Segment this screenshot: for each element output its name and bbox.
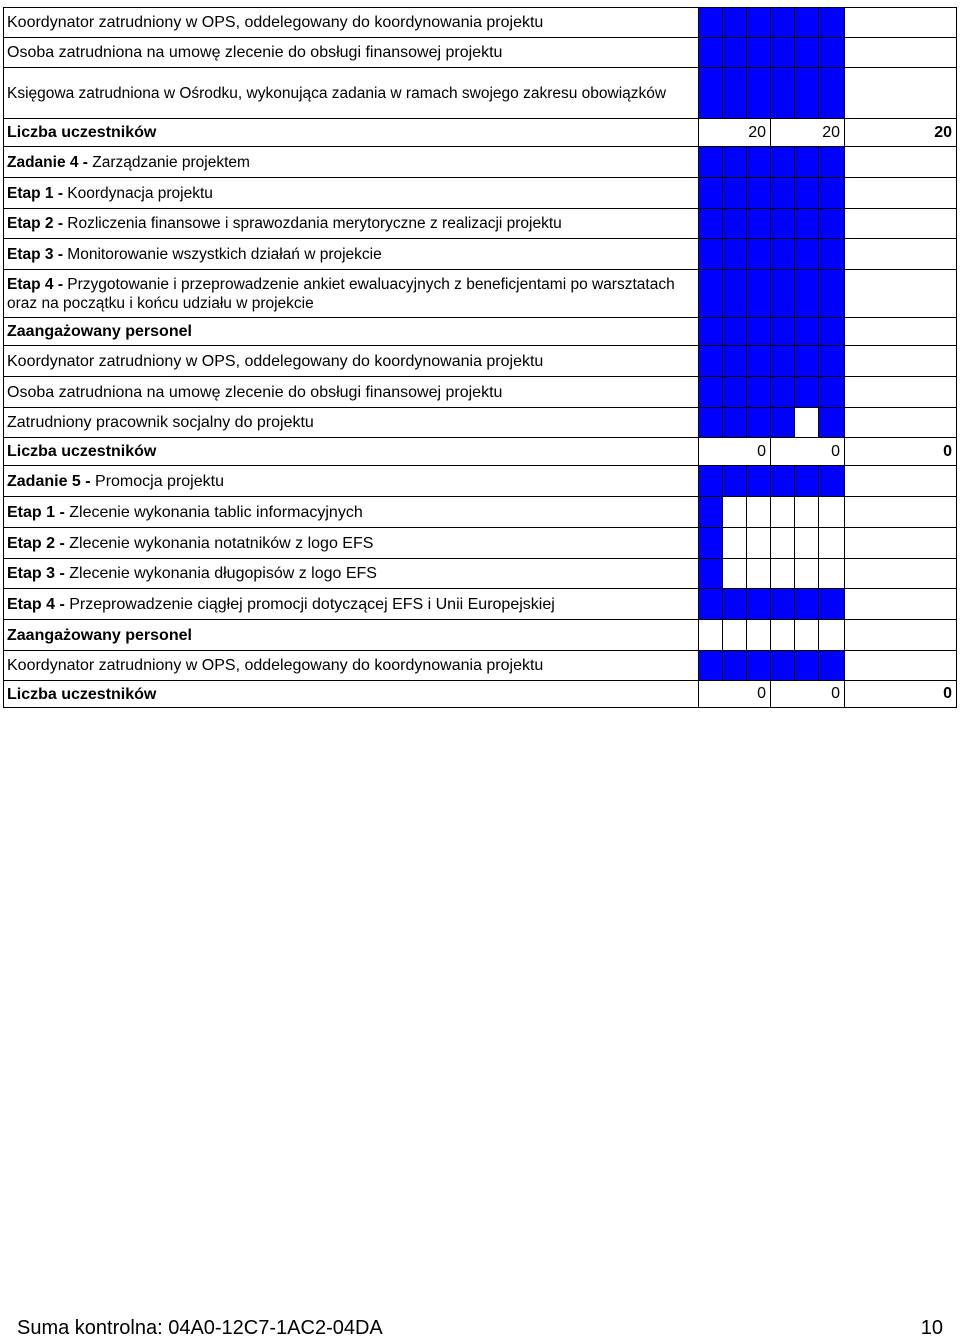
schedule-cell-filled [699, 346, 723, 377]
schedule-cell-filled [819, 178, 845, 209]
schedule-cell-filled [723, 651, 747, 681]
schedule-cell-empty [845, 239, 957, 270]
schedule-cell-empty [795, 528, 819, 559]
row-label [4, 620, 699, 651]
schedule-row [4, 528, 957, 559]
schedule-row [4, 270, 957, 318]
schedule-cell-filled [723, 147, 747, 178]
schedule-cell-filled [723, 377, 747, 408]
schedule-cell-filled [699, 270, 723, 318]
schedule-cell-empty [845, 528, 957, 559]
schedule-row [4, 178, 957, 209]
row-label-text: Osoba zatrudniona na umowę zlecenie do obsługi finansowej projektu [7, 383, 503, 401]
schedule-row [4, 68, 957, 119]
schedule-cell-filled [795, 377, 819, 408]
schedule-cell-filled [771, 38, 795, 68]
schedule-cell-filled [795, 38, 819, 68]
schedule-cell-filled [699, 147, 723, 178]
schedule-row [4, 559, 957, 589]
schedule-cell-filled [699, 68, 723, 119]
schedule-cell-filled [747, 147, 771, 178]
row-label-text: Promocja projektu [90, 472, 224, 490]
schedule-cell-empty [819, 497, 845, 528]
schedule-row [4, 147, 957, 178]
schedule-cell-empty [771, 620, 795, 651]
schedule-cell-empty [845, 178, 957, 209]
schedule-row [4, 620, 957, 651]
schedule-cell-filled [699, 408, 723, 438]
schedule-cell-filled [723, 466, 747, 497]
count-row [4, 681, 957, 708]
schedule-cell-empty [845, 377, 957, 408]
row-label [4, 497, 699, 528]
schedule-cell-empty [845, 38, 957, 68]
schedule-cell-filled [819, 346, 845, 377]
schedule-table [3, 7, 957, 708]
row-label [4, 377, 699, 408]
schedule-cell-empty [845, 147, 957, 178]
schedule-cell-filled [795, 318, 819, 346]
count-value: 20 [699, 119, 771, 147]
schedule-cell-filled [723, 589, 747, 620]
count-row [4, 438, 957, 466]
count-value: 0 [771, 438, 845, 466]
schedule-cell-filled [747, 346, 771, 377]
schedule-cell-empty [845, 209, 957, 239]
schedule-cell-filled [771, 377, 795, 408]
schedule-cell-filled [723, 318, 747, 346]
schedule-cell-empty [795, 559, 819, 589]
schedule-cell-filled [819, 239, 845, 270]
row-label-text: Koordynacja projektu [62, 184, 213, 202]
schedule-cell-filled [819, 8, 845, 38]
schedule-cell-filled [699, 8, 723, 38]
row-label [4, 466, 699, 497]
row-label [4, 346, 699, 377]
schedule-cell-empty [845, 270, 957, 318]
schedule-cell-filled [723, 209, 747, 239]
schedule-cell-empty [845, 408, 957, 438]
row-label [4, 318, 699, 346]
schedule-cell-filled [771, 270, 795, 318]
schedule-cell-empty [771, 528, 795, 559]
count-value: 0 [699, 438, 771, 466]
count-label: Liczba uczestników [4, 681, 699, 708]
schedule-cell-filled [819, 408, 845, 438]
schedule-cell-filled [819, 147, 845, 178]
schedule-cell-empty [845, 651, 957, 681]
schedule-cell-filled [699, 559, 723, 589]
row-label [4, 651, 699, 681]
schedule-cell-filled [795, 589, 819, 620]
schedule-row [4, 239, 957, 270]
schedule-row [4, 8, 957, 38]
schedule-cell-filled [795, 651, 819, 681]
schedule-cell-filled [699, 239, 723, 270]
schedule-row [4, 651, 957, 681]
schedule-cell-filled [723, 239, 747, 270]
schedule-cell-filled [771, 408, 795, 438]
row-label-text: Przygotowanie i przeprowadzenie ankiet ewaluacyjnych z beneficjentami po warsztatach oraz na początku i końcu udziału w projekcie [7, 275, 675, 312]
schedule-cell-filled [699, 651, 723, 681]
schedule-cell-filled [771, 239, 795, 270]
row-label-text: Koordynator zatrudniony w OPS, oddelegowany do koordynowania projektu [7, 657, 544, 674]
schedule-row [4, 408, 957, 438]
schedule-cell-filled [699, 38, 723, 68]
schedule-cell-filled [771, 8, 795, 38]
row-label [4, 408, 699, 438]
row-label-text: Zlecenie wykonania długopisów z logo EFS [64, 565, 377, 582]
row-label-bold: Zadanie 5 - [7, 472, 91, 490]
schedule-cell-empty [747, 620, 771, 651]
row-label [4, 8, 699, 38]
schedule-cell-filled [699, 497, 723, 528]
schedule-cell-filled [723, 270, 747, 318]
schedule-cell-empty [845, 589, 957, 620]
schedule-cell-empty [747, 528, 771, 559]
schedule-cell-filled [747, 408, 771, 438]
schedule-cell-filled [795, 178, 819, 209]
schedule-cell-empty [723, 528, 747, 559]
schedule-cell-filled [771, 147, 795, 178]
row-label-bold: Etap 4 - [7, 595, 65, 613]
schedule-cell-empty [845, 497, 957, 528]
schedule-cell-filled [723, 8, 747, 38]
schedule-cell-empty [771, 497, 795, 528]
row-label [4, 178, 699, 209]
schedule-cell-empty [747, 559, 771, 589]
schedule-cell-empty [845, 620, 957, 651]
schedule-cell-empty [795, 497, 819, 528]
row-label [4, 68, 699, 119]
schedule-cell-filled [747, 8, 771, 38]
schedule-cell-filled [795, 466, 819, 497]
schedule-cell-filled [747, 209, 771, 239]
schedule-row [4, 38, 957, 68]
schedule-cell-filled [795, 8, 819, 38]
schedule-cell-filled [819, 270, 845, 318]
schedule-row [4, 318, 957, 346]
row-label-bold: Etap 1 - [7, 184, 63, 202]
row-label-text: Osoba zatrudniona na umowę zlecenie do obsługi finansowej projektu [7, 44, 503, 61]
row-label [4, 239, 699, 270]
schedule-row [4, 209, 957, 239]
schedule-cell-filled [819, 318, 845, 346]
schedule-cell-empty [699, 620, 723, 651]
schedule-cell-empty [795, 408, 819, 438]
schedule-cell-filled [819, 377, 845, 408]
row-label [4, 147, 699, 178]
schedule-row [4, 497, 957, 528]
schedule-cell-filled [747, 589, 771, 620]
count-value: 20 [771, 119, 845, 147]
schedule-cell-filled [771, 209, 795, 239]
schedule-cell-filled [819, 589, 845, 620]
page-number: 10 [920, 1317, 943, 1339]
schedule-cell-empty [795, 620, 819, 651]
schedule-cell-filled [723, 38, 747, 68]
schedule-cell-empty [747, 497, 771, 528]
schedule-cell-filled [723, 68, 747, 119]
schedule-cell-filled [771, 651, 795, 681]
row-label [4, 589, 699, 620]
schedule-cell-empty [845, 318, 957, 346]
row-label-bold: Etap 2 - [7, 215, 63, 232]
schedule-cell-empty [845, 8, 957, 38]
row-label-bold: Etap 4 - [7, 275, 63, 293]
row-label-text: Księgowa zatrudniona w Ośrodku, wykonująca zadania w ramach swojego zakresu obowiązków [7, 84, 667, 102]
row-label-bold: Etap 2 - [7, 534, 65, 552]
schedule-row [4, 466, 957, 497]
schedule-cell-filled [699, 318, 723, 346]
schedule-cell-filled [747, 38, 771, 68]
schedule-cell-empty [845, 559, 957, 589]
schedule-cell-filled [771, 589, 795, 620]
checksum-text: Suma kontrolna: 04A0-12C7-1AC2-04DA [17, 1317, 383, 1339]
schedule-cell-filled [771, 178, 795, 209]
schedule-cell-filled [699, 178, 723, 209]
schedule-cell-filled [771, 346, 795, 377]
schedule-cell-filled [747, 68, 771, 119]
schedule-cell-filled [699, 466, 723, 497]
row-label-text: Koordynator zatrudniony w OPS, oddelegowany do koordynowania projektu [7, 352, 544, 370]
schedule-cell-filled [747, 651, 771, 681]
schedule-cell-filled [795, 239, 819, 270]
schedule-cell-empty [723, 497, 747, 528]
schedule-cell-filled [771, 466, 795, 497]
schedule-cell-empty [771, 559, 795, 589]
schedule-cell-filled [747, 318, 771, 346]
schedule-cell-filled [699, 377, 723, 408]
schedule-cell-filled [747, 466, 771, 497]
schedule-cell-filled [723, 178, 747, 209]
row-label-text: Zatrudniony pracownik socjalny do projektu [7, 414, 314, 431]
row-label-text: Monitorowanie wszystkich działań w projekcie [62, 245, 382, 263]
row-label-bold: Etap 3 - [7, 565, 65, 582]
schedule-cell-empty [845, 466, 957, 497]
schedule-row [4, 377, 957, 408]
schedule-cell-filled [747, 239, 771, 270]
row-label-text: Przeprowadzenie ciągłej promocji dotyczącej EFS i Unii Europejskiej [64, 595, 555, 613]
schedule-cell-filled [699, 209, 723, 239]
schedule-cell-filled [795, 209, 819, 239]
schedule-cell-empty [723, 559, 747, 589]
row-label-bold: Etap 1 - [7, 503, 65, 521]
row-label-text: Rozliczenia finansowe i sprawozdania merytoryczne z realizacji projektu [62, 215, 562, 232]
row-label [4, 209, 699, 239]
schedule-cell-empty [845, 346, 957, 377]
schedule-cell-filled [747, 178, 771, 209]
row-label-bold: Zaangażowany personel [7, 626, 192, 644]
schedule-cell-filled [819, 38, 845, 68]
row-label-bold: Zaangażowany personel [7, 323, 192, 340]
row-label-bold: Etap 3 - [7, 245, 63, 263]
schedule-cell-filled [819, 209, 845, 239]
schedule-cell-filled [795, 346, 819, 377]
schedule-cell-empty [819, 559, 845, 589]
row-label-text: Zlecenie wykonania tablic informacyjnych [64, 503, 363, 521]
count-value: 0 [771, 681, 845, 708]
schedule-cell-empty [845, 68, 957, 119]
schedule-cell-filled [699, 528, 723, 559]
row-label-text: Zlecenie wykonania notatników z logo EFS [64, 534, 374, 552]
row-label-text: Koordynator zatrudniony w OPS, oddelegowany do koordynowania projektu [7, 14, 544, 31]
schedule-cell-filled [771, 318, 795, 346]
row-label-bold: Zadanie 4 - [7, 153, 88, 171]
schedule-cell-filled [795, 147, 819, 178]
row-label [4, 270, 699, 318]
count-label: Liczba uczestników [4, 119, 699, 147]
count-label: Liczba uczestników [4, 438, 699, 466]
schedule-cell-filled [747, 270, 771, 318]
count-value: 0 [845, 438, 957, 466]
schedule-cell-filled [819, 466, 845, 497]
row-label [4, 559, 699, 589]
row-label [4, 38, 699, 68]
schedule-cell-filled [771, 68, 795, 119]
schedule-cell-filled [795, 68, 819, 119]
schedule-cell-empty [819, 620, 845, 651]
schedule-cell-filled [699, 589, 723, 620]
schedule-cell-filled [747, 377, 771, 408]
schedule-row [4, 346, 957, 377]
schedule-cell-filled [819, 651, 845, 681]
schedule-row [4, 589, 957, 620]
schedule-cell-empty [819, 528, 845, 559]
schedule-cell-filled [819, 68, 845, 119]
count-value: 20 [845, 119, 957, 147]
schedule-cell-filled [795, 270, 819, 318]
count-value: 0 [699, 681, 771, 708]
schedule-cell-empty [723, 620, 747, 651]
count-row [4, 119, 957, 147]
row-label [4, 528, 699, 559]
schedule-cell-filled [723, 346, 747, 377]
count-value: 0 [845, 681, 957, 708]
schedule-cell-filled [723, 408, 747, 438]
row-label-text: Zarządzanie projektem [87, 153, 250, 171]
